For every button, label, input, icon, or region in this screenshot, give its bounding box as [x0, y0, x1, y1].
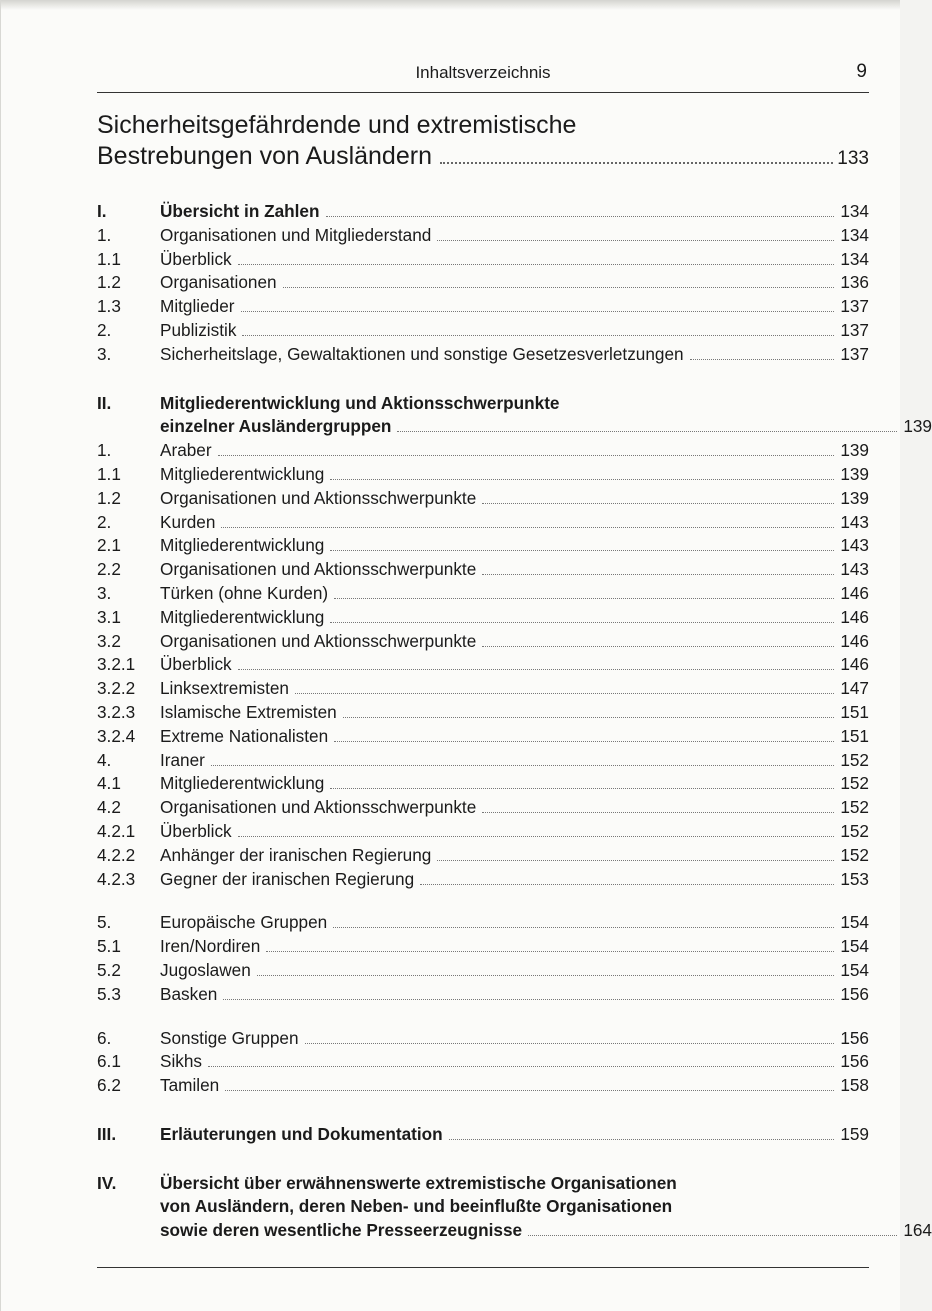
toc-entry-number: 3.2.4 — [97, 725, 136, 746]
dot-leader — [440, 162, 833, 164]
toc-entry-number: 4. — [97, 749, 112, 770]
toc-entry-title-line: Übersicht über erwähnenswerte extremistische Organisationen — [160, 1172, 677, 1193]
toc-entry-text — [160, 935, 869, 959]
dot-leader — [482, 503, 834, 504]
toc-entry-text — [160, 271, 869, 295]
toc-entry-text — [160, 392, 932, 440]
toc-entry[interactable] — [97, 343, 869, 367]
toc-entry-number: 3. — [97, 343, 112, 364]
toc-entry[interactable] — [97, 463, 869, 487]
toc-entry[interactable] — [97, 725, 869, 749]
dot-leader — [330, 622, 834, 623]
page-number: 9 — [856, 61, 867, 82]
toc-entry-text — [160, 534, 869, 558]
toc-entry-title: Organisationen und Aktionsschwerpunkte — [160, 630, 477, 651]
toc-entry[interactable] — [97, 606, 869, 630]
toc-entry-text — [160, 463, 869, 487]
dot-leader — [326, 216, 835, 217]
toc-entry[interactable] — [97, 1027, 869, 1051]
toc-entry-number: 1.1 — [97, 463, 121, 484]
toc-entry-page: 137 — [840, 343, 869, 364]
toc-entry-number: 2.1 — [97, 535, 121, 556]
toc-entry-text — [160, 319, 869, 343]
dot-leader — [283, 287, 835, 288]
toc-entry-page: 152 — [840, 820, 869, 841]
toc-entry-title: Türken (ohne Kurden) — [160, 582, 329, 603]
dot-leader — [242, 335, 834, 336]
toc-entry-title: Organisationen und Mitgliederstand — [160, 224, 432, 245]
toc-entry-text — [160, 439, 869, 463]
toc-entry-number: 2. — [97, 319, 112, 340]
toc-entry-title-line — [160, 1219, 932, 1243]
toc-entry-title: Mitgliederentwicklung — [160, 463, 325, 484]
toc-entry-page: 156 — [840, 1027, 869, 1048]
toc-entry-title: Überblick — [160, 820, 232, 841]
toc-entry-number: 6.1 — [97, 1051, 121, 1072]
toc-entry-page: 139 — [840, 487, 869, 508]
toc-entry[interactable] — [97, 224, 869, 248]
part-page-number: 133 — [837, 148, 869, 169]
dot-leader — [266, 951, 834, 952]
toc-entry-number: 3. — [97, 582, 112, 603]
toc-entry[interactable] — [97, 749, 869, 773]
dot-leader — [397, 431, 897, 432]
toc-entry-title: Extreme Nationalisten — [160, 725, 329, 746]
toc-entry-text — [160, 630, 869, 654]
toc-entry-text — [160, 1050, 869, 1074]
section-spacer — [97, 1007, 869, 1027]
toc-entry-title: Überblick — [160, 654, 232, 675]
toc-entry-title: Tamilen — [160, 1075, 220, 1096]
toc-entry[interactable] — [97, 271, 869, 295]
toc-entry[interactable] — [97, 983, 869, 1007]
dot-leader — [241, 311, 835, 312]
section-spacer — [97, 891, 869, 911]
toc-entry[interactable] — [97, 935, 869, 959]
toc-entry-text — [160, 653, 869, 677]
toc-entry-page: 143 — [840, 511, 869, 532]
toc-entry-title: Islamische Extremisten — [160, 701, 337, 722]
toc-entry-number: 1.3 — [97, 296, 121, 317]
toc-entry-number: II. — [97, 392, 112, 413]
toc-entry[interactable] — [97, 1172, 932, 1243]
toc-entry[interactable] — [97, 959, 869, 983]
toc-entry-title: Sicherheitslage, Gewaltaktionen und sonstige Gesetzesverletzungen — [160, 343, 684, 364]
toc-entry-number: 3.2.2 — [97, 678, 136, 699]
toc-entry-title: Iren/Nordiren — [160, 936, 261, 957]
toc-entry-text — [160, 1172, 932, 1243]
dot-leader — [221, 527, 834, 528]
toc-entry-title: Mitgliederentwicklung — [160, 773, 325, 794]
section-spacer — [97, 1098, 869, 1123]
toc-entry-text — [160, 1074, 869, 1098]
toc-entry-title-line — [160, 415, 932, 439]
toc-entry-title: Gegner der iranischen Regierung — [160, 868, 415, 889]
toc-entry-number: 4.2.2 — [97, 844, 136, 865]
toc-entry[interactable] — [97, 1074, 869, 1098]
toc-entry-number: 4.2.3 — [97, 868, 136, 889]
toc-entry[interactable] — [97, 295, 869, 319]
toc-entry[interactable] — [97, 868, 869, 892]
toc-entry-page: 137 — [840, 296, 869, 317]
dot-leader — [437, 860, 834, 861]
toc-entry-page: 152 — [840, 749, 869, 770]
toc-entry-page: 151 — [840, 725, 869, 746]
toc-entry[interactable] — [97, 248, 869, 272]
toc-entry-text — [160, 911, 869, 935]
toc-entry-title: Anhänger der iranischen Regierung — [160, 844, 432, 865]
scan-edge-shadow — [1, 0, 900, 10]
toc-entry-title: sowie deren wesentliche Presseerzeugnisse — [160, 1220, 523, 1241]
part-title-text: Bestrebungen von Ausländern — [97, 142, 432, 170]
toc-entry-number: 5. — [97, 912, 112, 933]
toc-entry[interactable] — [97, 319, 869, 343]
toc-entry-number: 1.2 — [97, 487, 121, 508]
dot-leader — [334, 741, 834, 742]
toc-entry-title: Organisationen und Aktionsschwerpunkte — [160, 797, 477, 818]
toc-entry-text — [160, 772, 869, 796]
toc-entry-page: 152 — [840, 797, 869, 818]
toc-entry[interactable] — [97, 911, 869, 935]
toc-entry-title: Mitglieder — [160, 296, 235, 317]
toc-entry[interactable] — [97, 772, 869, 796]
toc-entry-page: 146 — [840, 582, 869, 603]
dot-leader — [420, 884, 834, 885]
dot-leader — [528, 1235, 897, 1236]
dot-leader — [225, 1090, 834, 1091]
dot-leader — [305, 1043, 835, 1044]
toc-entry-text — [160, 796, 869, 820]
toc-entry-number: 5.1 — [97, 936, 121, 957]
toc-entry-title: einzelner Ausländergruppen — [160, 416, 392, 437]
dot-leader — [257, 975, 835, 976]
dot-leader — [211, 765, 834, 766]
toc-entry-number: 3.1 — [97, 606, 121, 627]
toc-entry-page: 146 — [840, 630, 869, 651]
running-head — [97, 60, 869, 90]
toc-entry-number: 3.2.3 — [97, 701, 136, 722]
dot-leader — [482, 574, 834, 575]
toc-entry-page: 156 — [840, 983, 869, 1004]
toc-entry[interactable] — [97, 796, 869, 820]
dot-leader — [238, 836, 835, 837]
toc-entry-text — [160, 701, 869, 725]
toc-entry-page: 158 — [840, 1075, 869, 1096]
toc-entry-text — [160, 844, 869, 868]
toc-entry-page: 139 — [840, 463, 869, 484]
dot-leader — [330, 550, 834, 551]
dot-leader — [343, 717, 835, 718]
toc-entry-number: 6. — [97, 1027, 112, 1048]
toc-entry-text — [160, 1027, 869, 1051]
toc-entry[interactable] — [97, 511, 869, 535]
toc-entry-page: 134 — [840, 201, 869, 221]
dot-leader — [690, 359, 835, 360]
footer-rule — [97, 1267, 869, 1268]
toc-entry-text — [160, 558, 869, 582]
toc-entry-text — [160, 295, 869, 319]
toc-entry-title-line: Mitgliederentwicklung und Aktionsschwerpunkte — [160, 392, 560, 413]
toc-entry-page: 156 — [840, 1051, 869, 1072]
toc-entry[interactable] — [97, 392, 932, 440]
toc-entry[interactable] — [97, 534, 869, 558]
toc-entry[interactable] — [97, 1123, 869, 1147]
dot-leader — [437, 240, 834, 241]
toc-entry-text — [160, 200, 869, 224]
dot-leader — [449, 1139, 835, 1140]
toc-entry[interactable] — [97, 820, 869, 844]
toc-entry-page: 134 — [840, 248, 869, 269]
toc-entry-title: Organisationen — [160, 272, 277, 293]
toc-entry-number: 4.2 — [97, 797, 121, 818]
toc-entry-page: 152 — [840, 773, 869, 794]
toc-entry-number: III. — [97, 1123, 117, 1144]
toc-entry-number: IV. — [97, 1172, 117, 1193]
toc-entry[interactable] — [97, 677, 869, 701]
toc-entry-number: 4.2.1 — [97, 820, 136, 841]
toc-entry-number: 4.1 — [97, 773, 121, 794]
toc-entry-page: 164 — [903, 1220, 932, 1241]
toc-entry-page: 137 — [840, 319, 869, 340]
table-of-contents — [97, 200, 932, 1243]
toc-entry-text — [160, 582, 869, 606]
toc-entry[interactable] — [97, 487, 869, 511]
toc-entry-page: 154 — [840, 936, 869, 957]
toc-entry-title: Sikhs — [160, 1051, 203, 1072]
dot-leader — [295, 693, 834, 694]
dot-leader — [238, 264, 835, 265]
toc-entry-text — [160, 959, 869, 983]
toc-entry-title: Linksextremisten — [160, 678, 289, 699]
toc-entry-title: Organisationen und Aktionsschwerpunkte — [160, 559, 477, 580]
toc-entry-title: Mitgliederentwicklung — [160, 535, 325, 556]
toc-entry-text — [160, 1123, 869, 1147]
toc-entry-number: 1. — [97, 440, 112, 461]
toc-entry-number: 3.2.1 — [97, 654, 136, 675]
toc-entry-number: I. — [97, 201, 107, 221]
toc-entry-page: 143 — [840, 535, 869, 556]
dot-leader — [238, 669, 835, 670]
toc-entry-title: Übersicht in Zahlen — [160, 201, 320, 221]
toc-entry-page: 136 — [840, 272, 869, 293]
toc-entry-title: Organisationen und Aktionsschwerpunkte — [160, 487, 477, 508]
toc-entry[interactable] — [97, 630, 869, 654]
toc-entry-number: 2. — [97, 511, 112, 532]
toc-entry[interactable] — [97, 701, 869, 725]
dot-leader — [334, 598, 834, 599]
toc-entry[interactable] — [97, 844, 869, 868]
toc-entry[interactable] — [97, 653, 869, 677]
dot-leader — [330, 479, 834, 480]
toc-entry-text — [160, 487, 869, 511]
toc-entry-text — [160, 343, 869, 367]
toc-entry-page: 146 — [840, 654, 869, 675]
toc-entry-number: 2.2 — [97, 559, 121, 580]
toc-entry-number: 5.2 — [97, 959, 121, 980]
toc-entry-text — [160, 983, 869, 1007]
toc-entry-page: 143 — [840, 559, 869, 580]
toc-entry-title: Kurden — [160, 511, 216, 532]
toc-entry-text — [160, 725, 869, 749]
toc-entry-page: 147 — [840, 678, 869, 699]
toc-entry-page: 139 — [903, 416, 932, 437]
toc-entry-title: Europäische Gruppen — [160, 912, 328, 933]
header-rule — [97, 92, 869, 93]
toc-entry-number: 3.2 — [97, 630, 121, 651]
toc-entry-text — [160, 606, 869, 630]
toc-entry-title: Überblick — [160, 248, 232, 269]
toc-entry-number: 6.2 — [97, 1075, 121, 1096]
toc-entry-number: 1.1 — [97, 248, 121, 269]
section-spacer — [97, 1147, 869, 1172]
toc-entry[interactable] — [97, 1050, 869, 1074]
toc-entry-title: Mitgliederentwicklung — [160, 606, 325, 627]
toc-entry-text — [160, 224, 869, 248]
toc-entry-page: 146 — [840, 606, 869, 627]
part-title-line-2 — [97, 141, 869, 174]
toc-entry-title: Basken — [160, 983, 218, 1004]
dot-leader — [208, 1066, 834, 1067]
toc-entry-text — [160, 820, 869, 844]
toc-entry-page: 159 — [840, 1123, 869, 1144]
toc-entry[interactable] — [97, 439, 869, 463]
dot-leader — [333, 927, 834, 928]
toc-entry[interactable] — [97, 582, 869, 606]
toc-entry-title: Iraner — [160, 749, 205, 770]
toc-entry-title-line: von Ausländern, deren Neben- und beeinflußte Organisationen — [160, 1196, 673, 1217]
part-title — [97, 110, 869, 174]
part-title-line-1: Sicherheitsgefährdende und extremistische — [97, 111, 577, 139]
dot-leader — [482, 812, 834, 813]
toc-entry-title: Erläuterungen und Dokumentation — [160, 1123, 443, 1144]
toc-entry-text — [160, 248, 869, 272]
toc-entry-page: 154 — [840, 959, 869, 980]
toc-entry-page: 154 — [840, 912, 869, 933]
running-head-title: Inhaltsverzeichnis — [415, 63, 551, 82]
section-spacer — [97, 367, 869, 392]
dot-leader — [223, 999, 834, 1000]
toc-entry-text — [160, 677, 869, 701]
dot-leader — [482, 646, 834, 647]
dot-leader — [330, 788, 834, 789]
toc-entry-title: Araber — [160, 440, 212, 461]
toc-entry-text — [160, 511, 869, 535]
toc-entry-title: Publizistik — [160, 319, 237, 340]
toc-entry-number: 1. — [97, 224, 112, 245]
toc-entry-page: 153 — [840, 868, 869, 889]
toc-entry-page: 139 — [840, 440, 869, 461]
toc-entry-number: 5.3 — [97, 983, 121, 1004]
dot-leader — [218, 455, 835, 456]
toc-entry[interactable] — [97, 558, 869, 582]
toc-entry-title: Jugoslawen — [160, 959, 251, 980]
toc-entry-number: 1.2 — [97, 272, 121, 293]
toc-entry-page: 152 — [840, 844, 869, 865]
toc-entry[interactable] — [97, 200, 869, 224]
toc-entry-page: 134 — [840, 224, 869, 245]
toc-entry-text — [160, 868, 869, 892]
toc-entry-title: Sonstige Gruppen — [160, 1027, 299, 1048]
toc-entry-page: 151 — [840, 701, 869, 722]
toc-entry-text — [160, 749, 869, 773]
